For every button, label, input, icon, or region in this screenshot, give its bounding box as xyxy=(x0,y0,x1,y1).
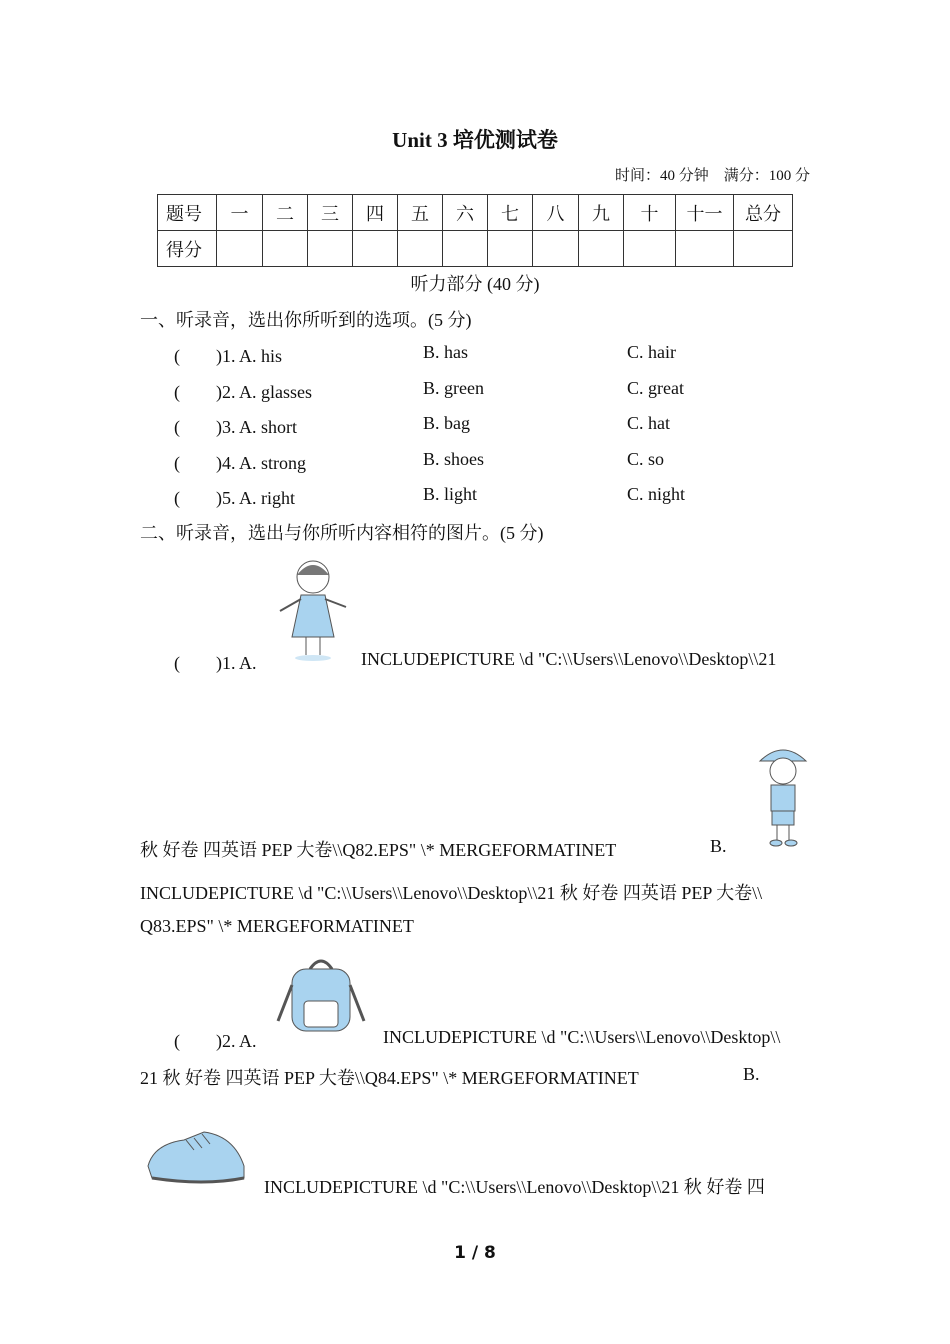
table-header-cell: 五 xyxy=(398,195,443,231)
score-cell[interactable] xyxy=(488,231,533,267)
section2-heading: 二、听录音，选出与你所听内容相符的图片。(5 分) xyxy=(140,523,544,543)
score-table xyxy=(157,194,793,267)
q1-label: ( )1. A. xyxy=(174,653,257,673)
option-b-label: B. xyxy=(710,836,727,856)
field-code-text: 21 秋 好卷 四英语 PEP 大卷\\Q84.EPS" \* MERGEFORMATINET xyxy=(140,1068,639,1088)
option-b-label: B. xyxy=(743,1064,760,1084)
table-header-cell: 十 xyxy=(624,195,676,231)
table-header-cell: 二 xyxy=(263,195,308,231)
table-header-cell: 题号 xyxy=(158,195,217,231)
section1-heading: 一、听录音，选出你所听到的选项。(5 分) xyxy=(140,310,472,330)
listening-heading: 听力部分 (40 分) xyxy=(410,274,540,294)
field-code-text: INCLUDEPICTURE \d "C:\\Users\\Lenovo\\Desktop\\21 秋 好卷 四英语 PEP 大卷\\ xyxy=(140,883,763,903)
field-code-text: Q83.EPS" \* MERGEFORMATINET xyxy=(140,916,414,936)
question-5: ( )5. A. right xyxy=(174,488,295,508)
field-code-text: INCLUDEPICTURE \d "C:\\Users\\Lenovo\\Desktop\\ xyxy=(383,1027,781,1047)
option-b: B. light xyxy=(423,484,478,504)
score-cell[interactable] xyxy=(443,231,488,267)
table-header-cell: 六 xyxy=(443,195,488,231)
table-header-cell: 七 xyxy=(488,195,533,231)
table-header-cell: 四 xyxy=(353,195,398,231)
exam-meta: 时间：40 分钟 满分：100 分 xyxy=(614,168,810,184)
question-1: ( )1. A. his xyxy=(174,346,282,366)
field-code-text: INCLUDEPICTURE \d "C:\\Users\\Lenovo\\Desktop\\21 xyxy=(361,649,777,669)
question-4: ( )4. A. strong xyxy=(174,453,306,473)
score-cell[interactable] xyxy=(398,231,443,267)
girl-picture xyxy=(276,555,350,661)
page-number: 1 / 8 xyxy=(454,1243,496,1263)
score-cell[interactable] xyxy=(579,231,624,267)
score-cell[interactable] xyxy=(217,231,263,267)
table-header-cell: 十一 xyxy=(676,195,734,231)
option-b: B. has xyxy=(423,342,468,362)
table-header-cell: 三 xyxy=(308,195,353,231)
shoes-picture xyxy=(144,1126,250,1188)
row-label: 得分 xyxy=(158,231,217,267)
option-b: B. green xyxy=(423,378,484,398)
score-cell[interactable] xyxy=(263,231,308,267)
backpack-picture xyxy=(274,955,368,1035)
boy-picture xyxy=(754,743,812,849)
option-c: C. so xyxy=(627,449,665,469)
option-b: B. bag xyxy=(423,413,470,433)
page-title: Unit 3 培优测试卷 xyxy=(392,128,558,152)
option-b: B. shoes xyxy=(423,449,485,469)
table-header-cell: 总分 xyxy=(734,195,793,231)
score-cell[interactable] xyxy=(624,231,676,267)
option-c: C. hair xyxy=(627,342,676,362)
score-cell[interactable] xyxy=(308,231,353,267)
field-code-text: INCLUDEPICTURE \d "C:\\Users\\Lenovo\\Desktop\\21 秋 好卷 四 xyxy=(264,1177,765,1197)
score-cell[interactable] xyxy=(533,231,579,267)
table-header-cell: 一 xyxy=(217,195,263,231)
option-c: C. hat xyxy=(627,413,670,433)
question-3: ( )3. A. short xyxy=(174,417,297,437)
table-header-cell: 八 xyxy=(533,195,579,231)
score-cell[interactable] xyxy=(676,231,734,267)
q2-label: ( )2. A. xyxy=(174,1031,257,1051)
table-header-cell: 九 xyxy=(579,195,624,231)
score-cell[interactable] xyxy=(734,231,793,267)
field-code-text: 秋 好卷 四英语 PEP 大卷\\Q82.EPS" \* MERGEFORMATINET xyxy=(140,840,617,860)
option-c: C. night xyxy=(627,484,686,504)
option-c: C. great xyxy=(627,378,684,398)
question-2: ( )2. A. glasses xyxy=(174,382,312,402)
score-cell[interactable] xyxy=(353,231,398,267)
